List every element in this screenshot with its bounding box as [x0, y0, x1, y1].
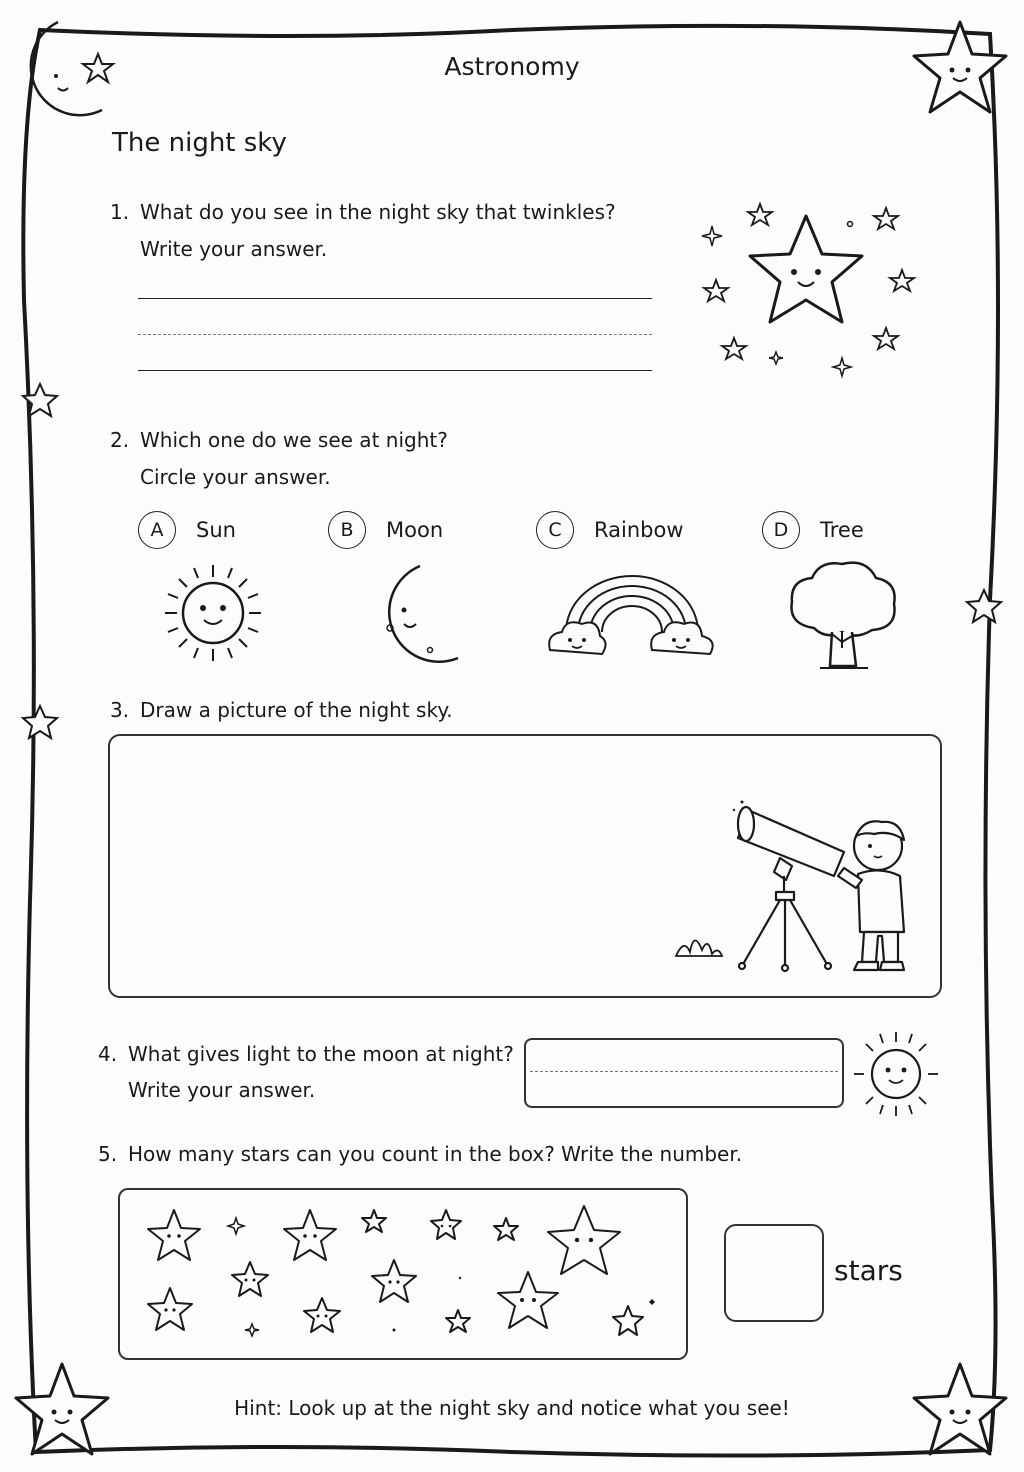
option-label: Rainbow [594, 518, 684, 542]
option-label: Tree [820, 518, 864, 542]
option-a[interactable] [138, 510, 236, 550]
answer-guide-line [530, 1071, 838, 1072]
question-number: 3. [110, 698, 130, 722]
option-c[interactable] [536, 510, 684, 550]
child-with-telescope-illustration [668, 796, 928, 982]
answer-line[interactable] [138, 298, 652, 299]
star-counting-illustration [118, 1188, 684, 1356]
star-icon [22, 382, 62, 422]
question-number: 5. [98, 1142, 118, 1166]
question-text: Which one do we see at night? [140, 428, 448, 452]
option-letter: A [138, 511, 176, 549]
option-letter: C [536, 511, 574, 549]
question-number: 1. [110, 200, 130, 224]
question-text: What gives light to the moon at night? [128, 1042, 514, 1066]
question-number: 4. [98, 1042, 118, 1066]
answer-guide-line [138, 334, 652, 335]
question-instruction: Write your answer. [140, 237, 328, 261]
option-letter: D [762, 511, 800, 549]
question-text: How many stars can you count in the box? Write the number. [128, 1142, 743, 1166]
question-5 [98, 1136, 742, 1173]
star-count-answer-box[interactable] [724, 1224, 824, 1322]
hint-text: Hint: Look up at the night sky and notice what you see! [234, 1396, 790, 1420]
question-text: What do you see in the night sky that twinkles? [140, 200, 616, 224]
answer-box[interactable] [524, 1038, 844, 1108]
page-title: Astronomy [444, 52, 580, 81]
section-title: The night sky [112, 128, 287, 158]
option-d[interactable] [762, 510, 864, 550]
question-number: 2. [110, 428, 130, 452]
star-icon [22, 704, 62, 744]
option-letter: B [328, 511, 366, 549]
tree-icon [784, 558, 900, 674]
option-b[interactable] [328, 510, 443, 550]
question-1 [110, 194, 616, 268]
question-instruction: Circle your answer. [140, 465, 331, 489]
sun-icon [156, 560, 270, 666]
answer-line[interactable] [138, 370, 652, 371]
star-icon [966, 588, 1006, 628]
rainbow-icon [544, 570, 720, 662]
question-text: Draw a picture of the night sky. [140, 698, 453, 722]
sun-icon [848, 1026, 944, 1122]
moon-icon [364, 562, 464, 666]
option-label: Sun [196, 518, 236, 542]
question-2 [110, 422, 448, 496]
question-instruction: Write your answer. [128, 1078, 316, 1102]
option-label: Moon [386, 518, 444, 542]
question-4 [98, 1036, 514, 1108]
question-3 [110, 692, 453, 729]
stars-unit-label: stars [834, 1254, 903, 1287]
twinkling-stars-illustration [696, 196, 916, 386]
